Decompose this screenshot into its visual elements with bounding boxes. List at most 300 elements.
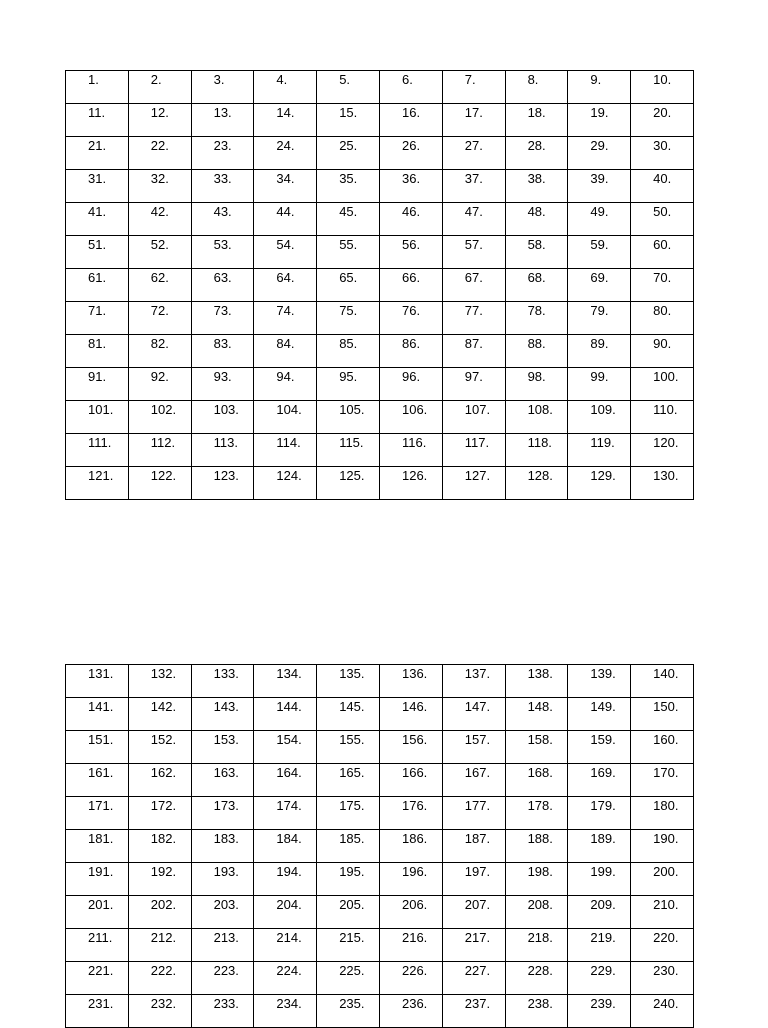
cell-number-label: 44.: [276, 204, 295, 219]
cell-number-label: 68.: [527, 270, 546, 285]
cell-number-label: 21.: [88, 138, 107, 153]
table-row: [66, 269, 694, 302]
cell-number-label: 11.: [88, 105, 106, 120]
cell-number-label: 120.: [653, 435, 679, 450]
cell-number-label: 238.: [527, 996, 553, 1011]
cell-number-label: 188.: [527, 831, 553, 846]
table-cell: [379, 401, 442, 434]
table-cell: [128, 71, 191, 104]
table-cell: [66, 830, 129, 863]
cell-number-label: 230.: [653, 963, 679, 978]
table-cell: [254, 401, 317, 434]
table-cell: [254, 863, 317, 896]
cell-number-label: 201.: [88, 897, 114, 912]
table-cell: [568, 302, 631, 335]
cell-number-label: 158.: [527, 732, 553, 747]
cell-number-label: 106.: [401, 402, 428, 417]
table-cell: [128, 896, 191, 929]
cell-number-label: 210.: [653, 897, 679, 912]
cell-number-label: 16.: [401, 105, 421, 120]
cell-number-label: 182.: [150, 831, 177, 846]
cell-number-label: 54.: [276, 237, 295, 252]
table-cell: [505, 929, 568, 962]
table-cell: [505, 434, 568, 467]
table-cell: [631, 863, 694, 896]
cell-number-label: 4.: [276, 72, 288, 87]
cell-number-label: 80.: [653, 303, 672, 318]
cell-number-label: 131.: [88, 666, 114, 681]
table-cell: [442, 467, 505, 500]
cell-number-label: 86.: [401, 336, 421, 351]
table-cell: [191, 863, 254, 896]
cell-number-label: 81.: [88, 336, 107, 351]
cell-number-label: 77.: [464, 303, 483, 318]
cell-number-label: 200.: [653, 864, 679, 879]
cell-number-label: 222.: [150, 963, 177, 978]
table-row: [66, 335, 694, 368]
cell-number-label: 171.: [88, 798, 114, 813]
table-cell: [128, 830, 191, 863]
cell-number-label: 178.: [527, 798, 553, 813]
cell-number-label: 117.: [464, 435, 490, 450]
table-cell: [191, 467, 254, 500]
table-cell: [568, 797, 631, 830]
cell-number-label: 61.: [88, 270, 107, 285]
cell-number-label: 2.: [150, 72, 162, 87]
cell-number-label: 104.: [276, 402, 302, 417]
table-cell: [631, 434, 694, 467]
table-cell: [568, 698, 631, 731]
table-cell: [379, 830, 442, 863]
table-row: [66, 71, 694, 104]
cell-number-label: 185.: [339, 831, 365, 846]
cell-number-label: 197.: [464, 864, 491, 879]
table-cell: [379, 335, 442, 368]
table-cell: [128, 467, 191, 500]
cell-number-label: 87.: [464, 336, 483, 351]
table-cell: [505, 797, 568, 830]
cell-number-label: 107.: [464, 402, 491, 417]
table-row: [66, 698, 694, 731]
cell-number-label: 40.: [653, 171, 672, 186]
table-row: [66, 665, 694, 698]
cell-number-label: 145.: [339, 699, 365, 714]
cell-number-label: 30.: [653, 138, 672, 153]
table-cell: [191, 137, 254, 170]
table-cell: [128, 269, 191, 302]
cell-number-label: 109.: [590, 402, 616, 417]
cell-number-label: 208.: [527, 897, 553, 912]
table-cell: [128, 929, 191, 962]
cell-number-label: 94.: [276, 369, 295, 384]
table-cell: [191, 830, 254, 863]
table-cell: [379, 467, 442, 500]
cell-number-label: 154.: [276, 732, 302, 747]
table-cell: [317, 929, 380, 962]
table-cell: [66, 269, 129, 302]
table-cell: [254, 764, 317, 797]
cell-number-label: 12.: [150, 105, 169, 120]
table-row: [66, 137, 694, 170]
table-cell: [631, 71, 694, 104]
table-cell: [128, 797, 191, 830]
cell-number-label: 180.: [653, 798, 679, 813]
table-cell: [379, 731, 442, 764]
table-cell: [254, 830, 317, 863]
table-cell: [317, 236, 380, 269]
table-cell: [442, 335, 505, 368]
table-cell: [568, 830, 631, 863]
cell-number-label: 150.: [653, 699, 679, 714]
cell-number-label: 160.: [653, 732, 679, 747]
cell-number-label: 136.: [401, 666, 428, 681]
table-cell: [379, 929, 442, 962]
table-cell: [66, 203, 129, 236]
table-cell: [191, 731, 254, 764]
table-cell: [317, 962, 380, 995]
cell-number-label: 6.: [401, 72, 413, 87]
cell-number-label: 71.: [88, 303, 107, 318]
cell-number-label: 112.: [150, 435, 176, 450]
cell-number-label: 84.: [276, 336, 295, 351]
table-cell: [631, 962, 694, 995]
table-cell: [379, 962, 442, 995]
table-cell: [128, 731, 191, 764]
cell-number-label: 122.: [150, 468, 177, 483]
table-cell: [66, 929, 129, 962]
cell-number-label: 179.: [590, 798, 616, 813]
cell-number-label: 123.: [213, 468, 239, 483]
cell-number-label: 96.: [401, 369, 421, 384]
table-cell: [317, 830, 380, 863]
cell-number-label: 195.: [339, 864, 365, 879]
cell-number-label: 24.: [276, 138, 295, 153]
table-cell: [128, 863, 191, 896]
table-cell: [254, 995, 317, 1028]
table-cell: [568, 236, 631, 269]
cell-number-label: 67.: [464, 270, 483, 285]
cell-number-label: 159.: [590, 732, 616, 747]
table-cell: [442, 731, 505, 764]
cell-number-label: 157.: [464, 732, 491, 747]
cell-number-label: 22.: [150, 138, 169, 153]
table-cell: [191, 203, 254, 236]
table-cell: [254, 71, 317, 104]
table-row: [66, 863, 694, 896]
cell-number-label: 47.: [464, 204, 483, 219]
table-cell: [317, 368, 380, 401]
cell-number-label: 128.: [527, 468, 553, 483]
table-cell: [505, 665, 568, 698]
cell-number-label: 76.: [401, 303, 421, 318]
table-cell: [442, 269, 505, 302]
cell-number-label: 38.: [527, 171, 546, 186]
table-cell: [254, 467, 317, 500]
table-cell: [505, 995, 568, 1028]
table-cell: [568, 962, 631, 995]
table-cell: [317, 203, 380, 236]
table-cell: [631, 995, 694, 1028]
number-grid-body: [66, 71, 694, 500]
table-cell: [317, 764, 380, 797]
cell-number-label: 132.: [150, 666, 177, 681]
cell-number-label: 138.: [527, 666, 553, 681]
table-cell: [254, 896, 317, 929]
cell-number-label: 229.: [590, 963, 616, 978]
cell-number-label: 56.: [401, 237, 421, 252]
table-cell: [568, 764, 631, 797]
cell-number-label: 42.: [150, 204, 169, 219]
cell-number-label: 3.: [213, 72, 225, 87]
table-cell: [66, 236, 129, 269]
table-cell: [66, 170, 129, 203]
table-cell: [505, 731, 568, 764]
cell-number-label: 57.: [464, 237, 483, 252]
table-cell: [568, 368, 631, 401]
cell-number-label: 118.: [527, 435, 552, 450]
cell-number-label: 93.: [213, 369, 232, 384]
table-cell: [191, 434, 254, 467]
table-cell: [442, 896, 505, 929]
cell-number-label: 39.: [590, 171, 609, 186]
cell-number-label: 152.: [150, 732, 177, 747]
cell-number-label: 166.: [401, 765, 428, 780]
table-cell: [128, 170, 191, 203]
table-cell: [631, 236, 694, 269]
cell-number-label: 134.: [276, 666, 302, 681]
table-cell: [505, 71, 568, 104]
cell-number-label: 100.: [653, 369, 679, 384]
table-cell: [66, 302, 129, 335]
table-cell: [568, 995, 631, 1028]
cell-number-label: 240.: [653, 996, 679, 1011]
cell-number-label: 186.: [401, 831, 428, 846]
table-cell: [505, 401, 568, 434]
table-cell: [631, 203, 694, 236]
table-cell: [505, 863, 568, 896]
cell-number-label: 141.: [88, 699, 114, 714]
cell-number-label: 63.: [213, 270, 232, 285]
table-cell: [191, 995, 254, 1028]
table-cell: [568, 896, 631, 929]
table-cell: [254, 962, 317, 995]
cell-number-label: 232.: [150, 996, 177, 1011]
cell-number-label: 218.: [527, 930, 553, 945]
table-cell: [128, 764, 191, 797]
cell-number-label: 147.: [464, 699, 491, 714]
cell-number-label: 5.: [339, 72, 351, 87]
cell-number-label: 226.: [401, 963, 428, 978]
table-cell: [317, 863, 380, 896]
cell-number-label: 170.: [653, 765, 679, 780]
table-cell: [254, 104, 317, 137]
table-cell: [379, 896, 442, 929]
cell-number-label: 27.: [464, 138, 483, 153]
table-cell: [631, 929, 694, 962]
table-cell: [442, 434, 505, 467]
table-cell: [317, 995, 380, 1028]
cell-number-label: 143.: [213, 699, 239, 714]
cell-number-label: 153.: [213, 732, 239, 747]
table-cell: [631, 896, 694, 929]
table-cell: [379, 863, 442, 896]
cell-number-label: 74.: [276, 303, 295, 318]
table-cell: [568, 434, 631, 467]
cell-number-label: 193.: [213, 864, 239, 879]
cell-number-label: 213.: [213, 930, 239, 945]
table-cell: [254, 698, 317, 731]
cell-number-label: 216.: [401, 930, 428, 945]
cell-number-label: 164.: [276, 765, 302, 780]
table-cell: [317, 896, 380, 929]
table-cell: [254, 368, 317, 401]
table-cell: [66, 764, 129, 797]
table-cell: [442, 863, 505, 896]
cell-number-label: 156.: [401, 732, 428, 747]
cell-number-label: 176.: [401, 798, 428, 813]
table-cell: [442, 203, 505, 236]
table-cell: [128, 335, 191, 368]
cell-number-label: 41.: [88, 204, 107, 219]
table-cell: [442, 830, 505, 863]
table-cell: [66, 71, 129, 104]
cell-number-label: 172.: [150, 798, 177, 813]
table-cell: [128, 104, 191, 137]
cell-number-label: 62.: [150, 270, 169, 285]
cell-number-label: 64.: [276, 270, 295, 285]
cell-number-label: 142.: [150, 699, 177, 714]
table-cell: [568, 665, 631, 698]
cell-number-label: 198.: [527, 864, 553, 879]
table-cell: [505, 170, 568, 203]
table-cell: [254, 335, 317, 368]
table-row: [66, 896, 694, 929]
cell-number-label: 1.: [88, 72, 99, 87]
table-cell: [505, 104, 568, 137]
cell-number-label: 19.: [590, 105, 609, 120]
cell-number-label: 25.: [339, 138, 358, 153]
cell-number-label: 127.: [464, 468, 491, 483]
cell-number-label: 125.: [339, 468, 365, 483]
table-cell: [505, 137, 568, 170]
table-cell: [128, 434, 191, 467]
cell-number-label: 239.: [590, 996, 616, 1011]
table-cell: [191, 929, 254, 962]
table-cell: [631, 368, 694, 401]
table-cell: [631, 335, 694, 368]
table-cell: [191, 896, 254, 929]
table-cell: [505, 236, 568, 269]
cell-number-label: 184.: [276, 831, 302, 846]
cell-number-label: 95.: [339, 369, 358, 384]
cell-number-label: 190.: [653, 831, 679, 846]
cell-number-label: 17.: [464, 105, 483, 120]
cell-number-label: 72.: [150, 303, 169, 318]
table-cell: [568, 269, 631, 302]
cell-number-label: 196.: [401, 864, 428, 879]
cell-number-label: 83.: [213, 336, 232, 351]
table-cell: [505, 269, 568, 302]
table-cell: [66, 731, 129, 764]
table-cell: [66, 335, 129, 368]
cell-number-label: 165.: [339, 765, 365, 780]
cell-number-label: 52.: [150, 237, 169, 252]
table-cell: [317, 335, 380, 368]
cell-number-label: 191.: [88, 864, 114, 879]
cell-number-label: 98.: [527, 369, 546, 384]
cell-number-label: 102.: [150, 402, 177, 417]
cell-number-label: 92.: [150, 369, 169, 384]
table-cell: [442, 236, 505, 269]
cell-number-label: 221.: [88, 963, 114, 978]
table-cell: [505, 467, 568, 500]
table-cell: [505, 896, 568, 929]
table-cell: [442, 995, 505, 1028]
table-cell: [191, 71, 254, 104]
table-cell: [66, 962, 129, 995]
table-row: [66, 203, 694, 236]
cell-number-label: 50.: [653, 204, 672, 219]
table-cell: [442, 104, 505, 137]
table-cell: [317, 401, 380, 434]
cell-number-label: 126.: [401, 468, 428, 483]
table-cell: [505, 368, 568, 401]
cell-number-label: 115.: [339, 435, 364, 450]
cell-number-label: 105.: [339, 402, 365, 417]
cell-number-label: 194.: [276, 864, 302, 879]
table-cell: [568, 401, 631, 434]
cell-number-label: 8.: [527, 72, 539, 87]
table-cell: [442, 665, 505, 698]
cell-number-label: 211.: [88, 930, 113, 945]
table-cell: [379, 104, 442, 137]
table-cell: [317, 698, 380, 731]
cell-number-label: 90.: [653, 336, 672, 351]
table-cell: [568, 137, 631, 170]
table-cell: [505, 335, 568, 368]
cell-number-label: 73.: [213, 303, 232, 318]
number-grid-table-bottom: [65, 664, 694, 1028]
cell-number-label: 204.: [276, 897, 302, 912]
cell-number-label: 26.: [401, 138, 421, 153]
table-cell: [631, 731, 694, 764]
table-cell: [254, 170, 317, 203]
table-cell: [505, 830, 568, 863]
cell-number-label: 183.: [213, 831, 239, 846]
cell-number-label: 79.: [590, 303, 609, 318]
cell-number-label: 203.: [213, 897, 239, 912]
table-cell: [379, 368, 442, 401]
table-cell: [191, 665, 254, 698]
table-cell: [66, 434, 129, 467]
table-cell: [442, 797, 505, 830]
cell-number-label: 130.: [653, 468, 679, 483]
cell-number-label: 116.: [401, 435, 427, 450]
table-cell: [191, 962, 254, 995]
table-row: [66, 434, 694, 467]
cell-number-label: 119.: [590, 435, 615, 450]
cell-number-label: 192.: [150, 864, 177, 879]
table-cell: [631, 104, 694, 137]
table-cell: [66, 467, 129, 500]
cell-number-label: 137.: [464, 666, 491, 681]
cell-number-label: 236.: [401, 996, 428, 1011]
table-row: [66, 995, 694, 1028]
table-cell: [254, 302, 317, 335]
cell-number-label: 174.: [276, 798, 302, 813]
table-cell: [379, 269, 442, 302]
table-cell: [568, 335, 631, 368]
